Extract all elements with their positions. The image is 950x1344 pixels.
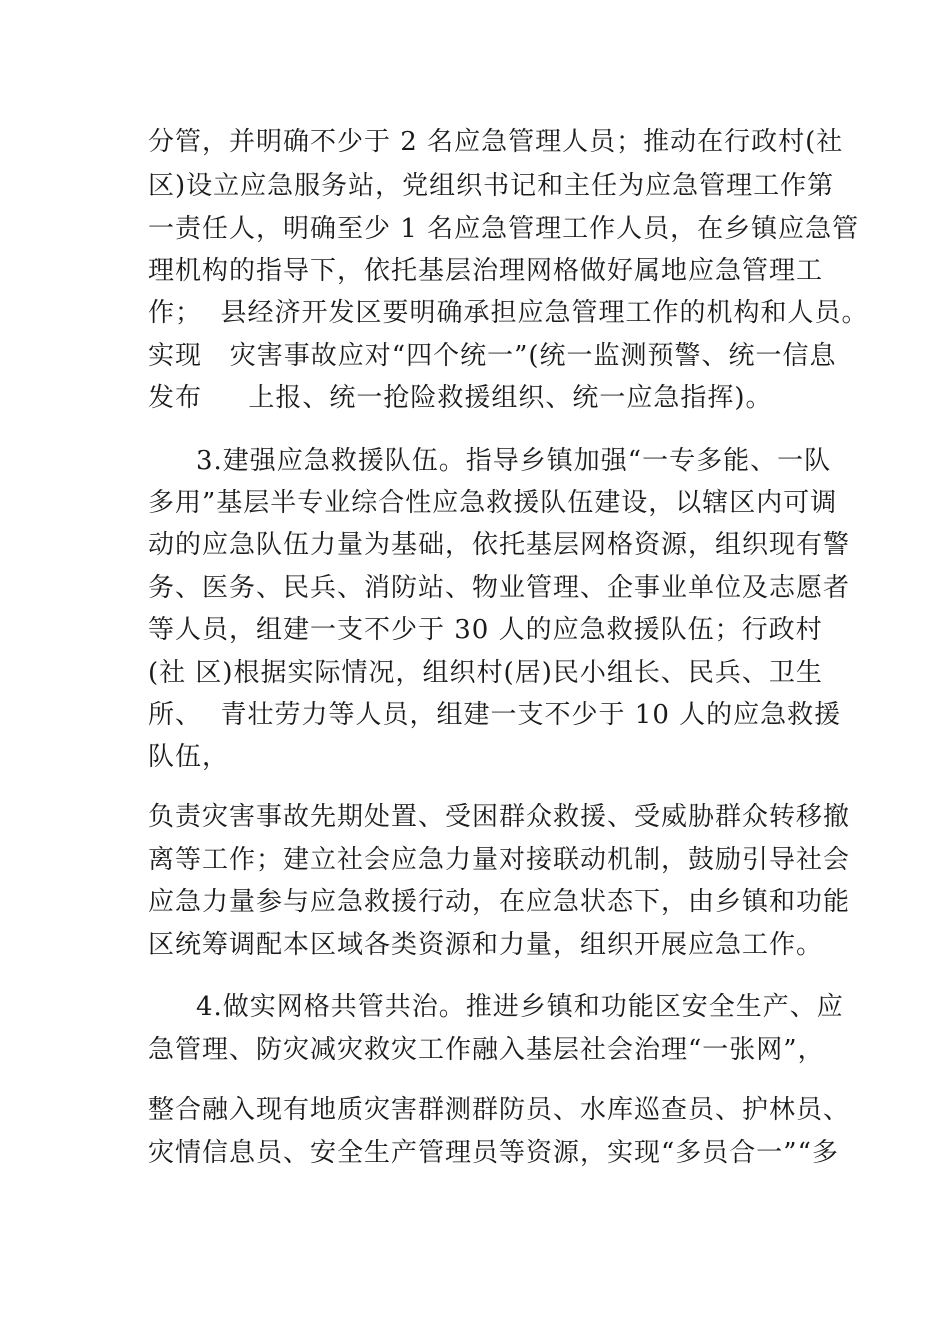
text-line: 区)设立应急服务站，党组织书记和主任为应急管理工作第 [148, 171, 835, 201]
text-line: 多用”基层半专业综合性应急救援队伍建设，以辖区内可调 [148, 488, 838, 518]
text-line: 负责灾害事故先期处置、受困群众救援、受威胁群众转移撤 [148, 802, 851, 832]
text-line: 应急力量参与应急救援行动，在应急状态下，由乡镇和功能 [148, 887, 851, 917]
text-line: (社 区)根据实际情况，组织村(居)民小组长、民兵、卫生 [148, 658, 823, 688]
text-line: 动的应急队伍力量为基础，依托基层网格资源，组织现有警 [148, 530, 851, 560]
text-line: 区统筹调配本区域各类资源和力量，组织开展应急工作。 [148, 930, 824, 960]
text-line: 所、 青壮劳力等人员，组建一支不少于 10 人的应急救援 [148, 700, 842, 730]
paragraph-heading-3: 3.建强应急救援队伍。指导乡镇加强“一专多能、一队 [196, 446, 832, 476]
text-line: 分管，并明确不少于 2 名应急管理人员；推动在行政村(社 [148, 127, 844, 157]
text-line: 发布 上报、统一抢险救援组织、统一应急指挥)。 [148, 383, 773, 413]
text-line: 灾情信息员、安全生产管理员等资源，实现“多员合一”“多 [148, 1138, 839, 1168]
text-line: 一责任人，明确至少 1 名应急管理工作人员，在乡镇应急管 [148, 214, 860, 244]
text-line: 急管理、防灾减灾救灾工作融入基层社会治理“一张网”， [148, 1035, 825, 1065]
text-line: 队伍， [148, 742, 230, 772]
text-line: 务、医务、民兵、消防站、物业管理、企事业单位及志愿者 [148, 573, 851, 603]
text-line: 整合融入现有地质灾害群测群防员、水库巡查员、护林员、 [148, 1095, 851, 1125]
text-line: 实现 灾害事故应对“四个统一”(统一监测预警、统一信息 [148, 341, 837, 371]
text-line: 等人员，组建一支不少于 30 人的应急救援队伍；行政村 [148, 615, 823, 645]
text-line: 离等工作；建立社会应急力量对接联动机制，鼓励引导社会 [148, 845, 851, 875]
paragraph-heading-4: 4.做实网格共管共治。推进乡镇和功能区安全生产、应 [196, 992, 844, 1022]
text-line: 作； 县经济开发区要明确承担应急管理工作的机构和人员。 [148, 298, 869, 328]
text-line: 理机构的指导下，依托基层治理网格做好属地应急管理工 [148, 256, 824, 286]
